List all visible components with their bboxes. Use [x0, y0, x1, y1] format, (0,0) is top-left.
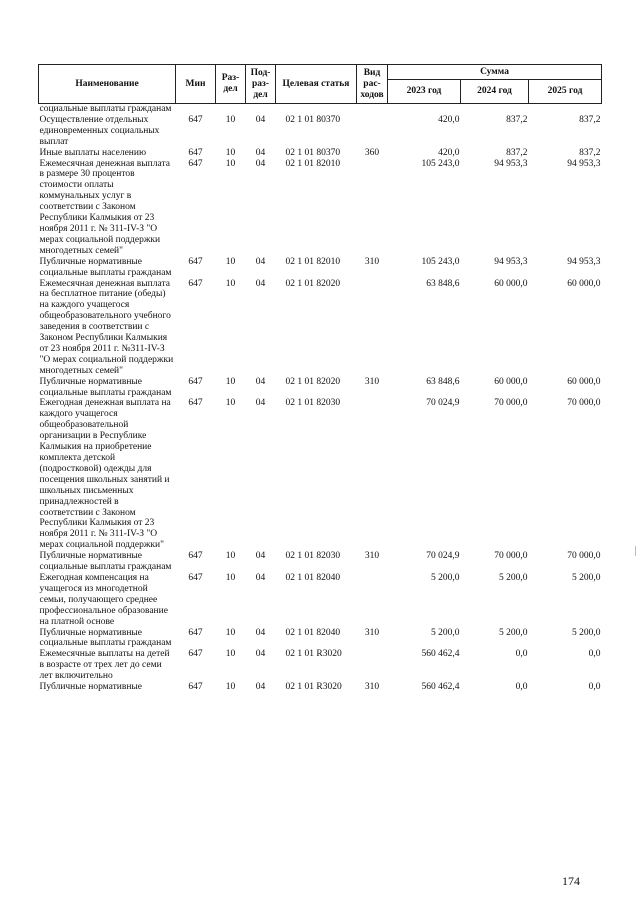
row-sum-2025: 0,0 — [588, 682, 601, 693]
row-sum-2023: 105 243,0 — [421, 158, 460, 169]
row-celevaya: 02 1 01 82030 — [285, 551, 341, 562]
row-sum-2023: 70 024,9 — [426, 398, 460, 409]
table-header — [39, 65, 602, 104]
row-vid: 310 — [364, 256, 380, 267]
row-podrazdel: 04 — [255, 398, 266, 409]
row-name: Публичные нормативные социальные выплаты гражданам — [39, 627, 172, 649]
row-vid — [357, 159, 388, 257]
row-sum-2025: 5 200,0 — [572, 627, 601, 638]
row-podrazdel: 04 — [255, 278, 266, 289]
row-podrazdel: 04 — [255, 551, 266, 562]
table-row — [39, 628, 602, 650]
row-min: 647 — [188, 627, 203, 638]
row-sum-2024: 70 000,0 — [494, 398, 528, 409]
row-sum-2025: 5 200,0 — [572, 572, 601, 583]
row-podrazdel: 04 — [255, 147, 266, 158]
row-sum-2025: 837,2 — [579, 114, 601, 125]
row-razdel — [216, 104, 246, 115]
row-podrazdel: 04 — [255, 158, 266, 169]
table-row — [39, 159, 602, 257]
row-celevaya: 02 1 01 80370 — [285, 114, 341, 125]
row-min: 647 — [188, 649, 203, 660]
table-row — [39, 398, 602, 551]
row-vid — [357, 649, 388, 682]
row-sum-2025: 837,2 — [579, 147, 601, 158]
row-razdel: 10 — [225, 158, 236, 169]
row-podrazdel — [246, 104, 276, 115]
row-sum-2025: 94 953,3 — [567, 256, 601, 267]
row-sum-2024: 60 000,0 — [494, 376, 528, 387]
row-name: Осуществление отдельных единовременных социальных выплат — [39, 114, 160, 147]
row-celevaya: 02 1 01 82020 — [285, 278, 341, 289]
table-row — [39, 148, 602, 159]
row-sum-2023: 63 848,6 — [426, 376, 460, 387]
row-razdel: 10 — [225, 398, 236, 409]
table-row — [39, 377, 602, 399]
row-razdel: 10 — [225, 376, 236, 387]
row-celevaya: 02 1 01 82020 — [285, 376, 341, 387]
row-vid — [357, 573, 388, 628]
row-razdel: 10 — [225, 278, 236, 289]
row-sum-2024: 5 200,0 — [499, 572, 528, 583]
table-row — [39, 115, 602, 148]
header-name: Наименование — [39, 65, 176, 104]
row-celevaya — [276, 104, 357, 115]
row-sum-2025: 94 953,3 — [567, 158, 601, 169]
row-min: 647 — [188, 376, 203, 387]
row-vid: 310 — [364, 376, 380, 387]
row-celevaya: 02 1 01 82010 — [285, 256, 341, 267]
header-2023: 2023 год — [388, 80, 461, 104]
row-min — [176, 104, 216, 115]
table-row — [39, 649, 602, 682]
row-sum-2025: 60 000,0 — [567, 376, 601, 387]
row-name: Иные выплаты населению — [39, 147, 147, 158]
row-vid: 360 — [364, 147, 380, 158]
row-sum-2024: 94 953,3 — [494, 256, 528, 267]
row-vid — [357, 279, 388, 377]
row-sum-2024: 0,0 — [515, 649, 528, 660]
row-sum-2025: 70 000,0 — [567, 398, 601, 409]
row-podrazdel: 04 — [255, 649, 266, 660]
header-2024: 2024 год — [461, 80, 529, 104]
table-body — [39, 104, 602, 693]
row-podrazdel: 04 — [255, 682, 266, 693]
row-sum-2024: 60 000,0 — [494, 278, 528, 289]
row-sum-2023: 63 848,6 — [426, 278, 460, 289]
row-celevaya: 02 1 01 82030 — [285, 398, 341, 409]
row-razdel: 10 — [225, 649, 236, 660]
row-min: 647 — [188, 572, 203, 583]
row-razdel: 10 — [225, 627, 236, 638]
row-podrazdel: 04 — [255, 114, 266, 125]
table-row — [39, 104, 602, 115]
row-vid — [357, 104, 388, 115]
row-sum-2023: 420,0 — [438, 147, 460, 158]
row-name: Публичные нормативные социальные выплаты гражданам — [39, 551, 172, 573]
row-sum-2024: 0,0 — [515, 682, 528, 693]
header-vid: Вид рас- ходов — [357, 65, 388, 104]
row-sum-2023: 70 024,9 — [426, 551, 460, 562]
row-min: 647 — [188, 147, 203, 158]
budget-table — [38, 64, 602, 693]
row-vid — [357, 115, 388, 148]
header-summa: Сумма — [388, 65, 602, 80]
row-sum-2023: 420,0 — [438, 114, 460, 125]
row-min: 647 — [188, 551, 203, 562]
row-sum-2023 — [388, 104, 461, 115]
table-row — [39, 682, 602, 693]
row-razdel: 10 — [225, 256, 236, 267]
row-name: Публичные нормативные — [39, 682, 143, 693]
row-celevaya: 02 1 01 80370 — [285, 147, 341, 158]
row-sum-2024 — [461, 104, 529, 115]
row-sum-2024: 837,2 — [506, 114, 528, 125]
row-name: Ежегодная денежная выплата на каждого учащегося общеобразовательной организации в Республике Калмыкия на приобретение комплекта детской (подростковой) одежды для посещения школьных занятий и школьных письменных принадлежностей в соответствии с Законом Республики Калмыкия от 23 ноября 2011 г. № 311-IV-З "О мерах социальной поддержки" — [39, 398, 171, 551]
row-razdel: 10 — [225, 147, 236, 158]
row-sum-2023: 5 200,0 — [431, 627, 460, 638]
row-podrazdel: 04 — [255, 376, 266, 387]
row-sum-2023: 105 243,0 — [421, 256, 460, 267]
header-min: Мин — [176, 65, 216, 104]
row-sum-2023: 5 200,0 — [431, 572, 460, 583]
row-min: 647 — [188, 158, 203, 169]
header-2025: 2025 год — [529, 80, 602, 104]
table-row — [39, 573, 602, 628]
row-sum-2025: 0,0 — [588, 649, 601, 660]
table-row — [39, 257, 602, 279]
row-sum-2024: 70 000,0 — [494, 551, 528, 562]
table-row — [39, 279, 602, 377]
row-celevaya: 02 1 01 82040 — [285, 627, 341, 638]
scan-mark — [635, 546, 636, 556]
row-min: 647 — [188, 278, 203, 289]
row-celevaya: 02 1 01 82010 — [285, 158, 341, 169]
row-razdel: 10 — [225, 114, 236, 125]
row-sum-2025: 60 000,0 — [567, 278, 601, 289]
row-sum-2025 — [529, 104, 602, 115]
row-celevaya: 02 1 01 R3020 — [285, 649, 342, 660]
row-min: 647 — [188, 114, 203, 125]
page-number: 174 — [562, 874, 580, 888]
row-razdel: 10 — [225, 572, 236, 583]
row-sum-2023: 560 462,4 — [421, 649, 460, 660]
row-name: Ежегодная компенсация на учащегося из многодетной семьи, получающего среднее профессиональное образование на платной основе — [39, 572, 168, 627]
row-sum-2024: 94 953,3 — [494, 158, 528, 169]
row-name: социальные выплаты гражданам — [39, 104, 172, 114]
row-podrazdel: 04 — [255, 627, 266, 638]
row-min: 647 — [188, 398, 203, 409]
row-name: Публичные нормативные социальные выплаты гражданам — [39, 256, 172, 278]
row-sum-2025: 70 000,0 — [567, 551, 601, 562]
row-podrazdel: 04 — [255, 256, 266, 267]
header-podrazdel: Под- раз- дел — [246, 65, 276, 104]
row-name: Ежемесячные выплаты на детей в возрасте от трех лет до семи лет включительно — [39, 649, 170, 682]
row-vid: 310 — [364, 627, 380, 638]
row-min: 647 — [188, 682, 203, 693]
row-name: Ежемесячная денежная выплата на бесплатное питание (обеды) на каждого учащегося общеобразовательного учебного заведения в соответствии с Законом Республики Калмыкия от 23 ноября 2011 г. №311-IV-З "О мерах социальной поддержки многодетных семей" — [39, 278, 174, 376]
row-sum-2024: 837,2 — [506, 147, 528, 158]
row-vid: 310 — [364, 551, 380, 562]
row-sum-2023: 560 462,4 — [421, 682, 460, 693]
row-razdel: 10 — [225, 682, 236, 693]
header-celevaya: Целевая статья — [276, 65, 357, 104]
row-celevaya: 02 1 01 R3020 — [285, 682, 342, 693]
row-min: 647 — [188, 256, 203, 267]
row-vid — [357, 398, 388, 551]
row-name: Публичные нормативные социальные выплаты гражданам — [39, 376, 172, 398]
table-row — [39, 551, 602, 573]
header-razdel: Раз- дел — [216, 65, 246, 104]
row-name: Ежемесячная денежная выплата в размере 30 процентов стоимости оплаты коммунальных услуг в соответствии с Законом Республики Калмыкия от 23 ноября 2011 г. № 311-IV-З "О мерах социальной поддержки многодетных семей" — [39, 158, 170, 256]
row-razdel: 10 — [225, 551, 236, 562]
row-vid: 310 — [364, 682, 380, 693]
row-podrazdel: 04 — [255, 572, 266, 583]
row-sum-2024: 5 200,0 — [499, 627, 528, 638]
row-celevaya: 02 1 01 82040 — [285, 572, 341, 583]
